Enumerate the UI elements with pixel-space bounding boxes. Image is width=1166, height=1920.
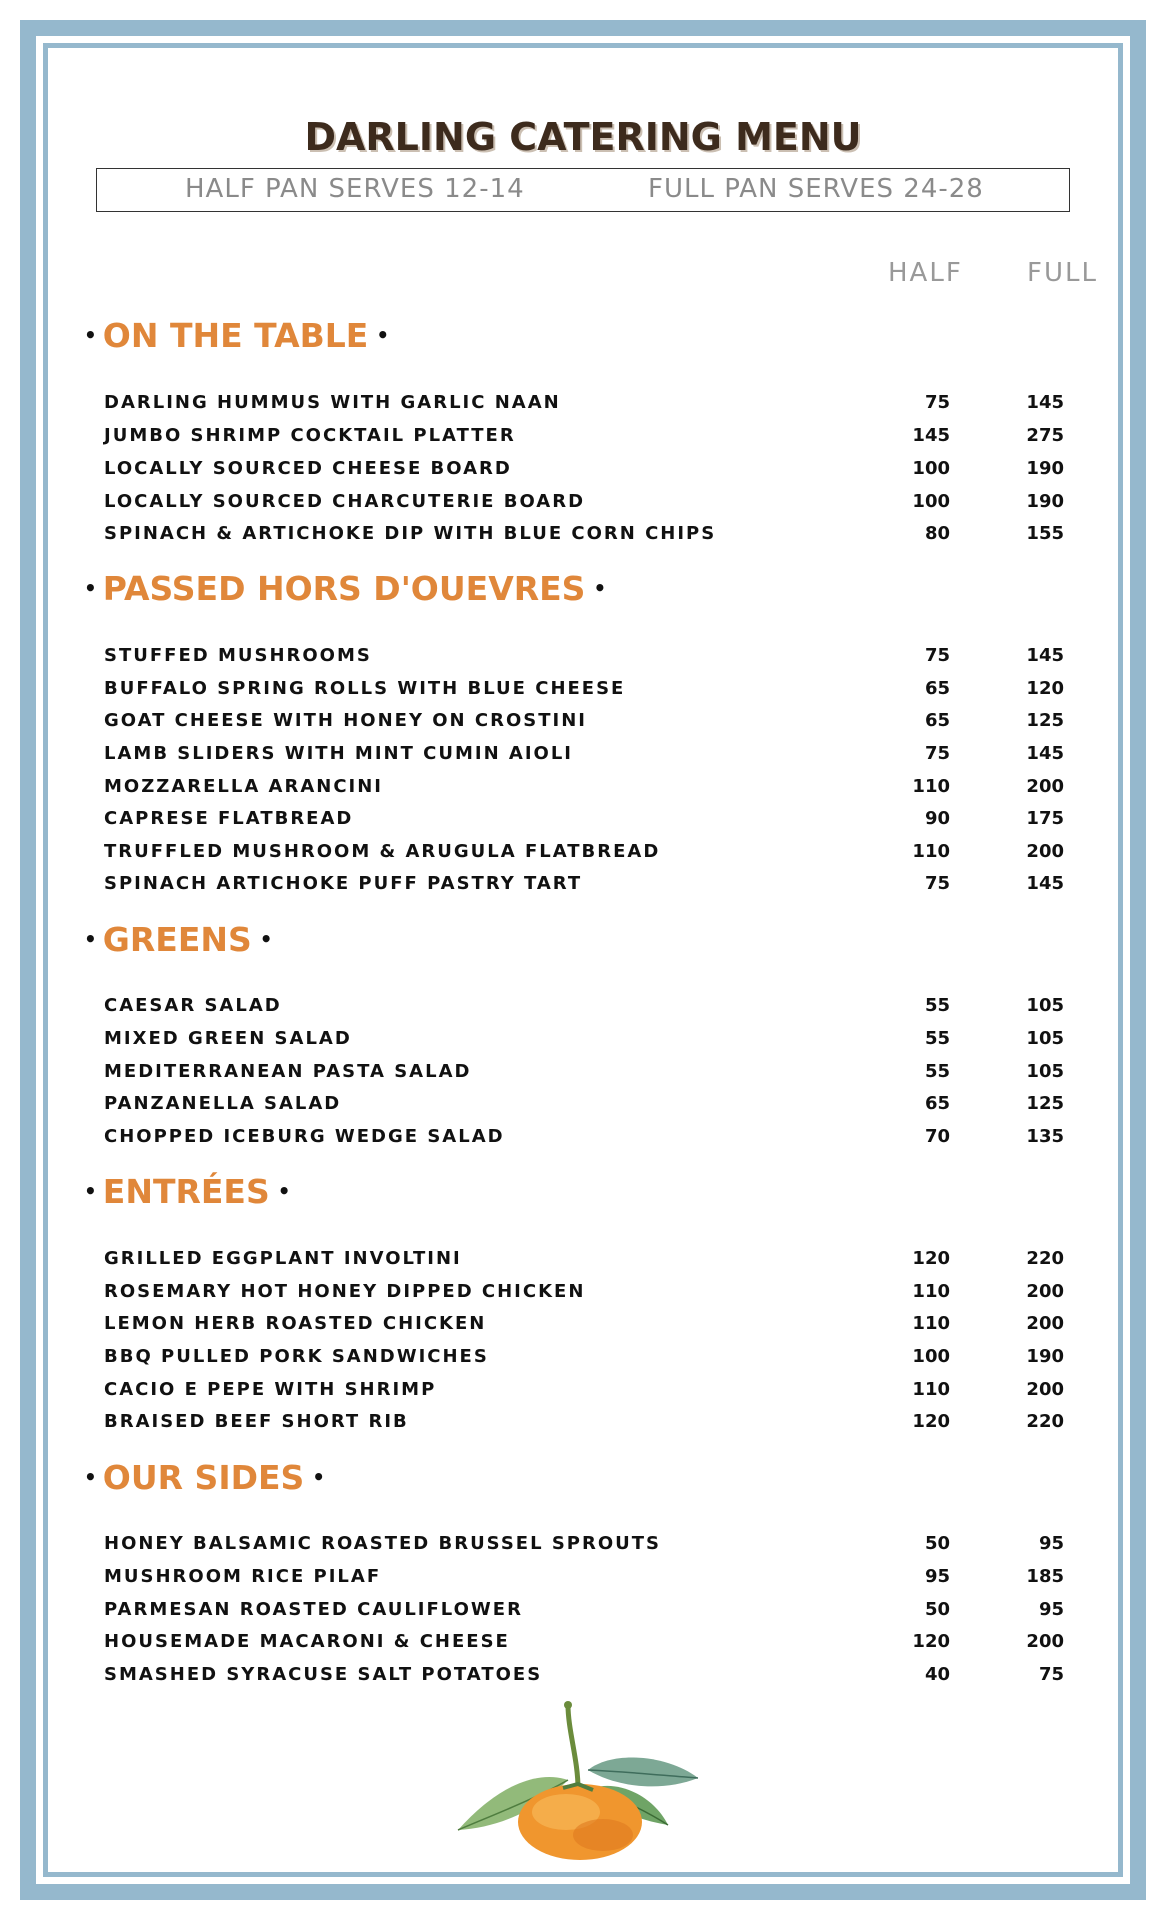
- menu-item: [104, 776, 1064, 802]
- menu-item: [104, 1126, 1064, 1152]
- section-title: ON THE TABLE: [102, 315, 369, 355]
- price-full: 125: [1026, 1093, 1064, 1114]
- price-half: 65: [924, 1093, 950, 1114]
- item-name: CAPRESE FLATBREAD: [104, 808, 354, 829]
- menu-item: [104, 1248, 1064, 1274]
- item-name: PANZANELLA SALAD: [104, 1093, 342, 1114]
- price-half: 80: [924, 523, 950, 544]
- price-half: 75: [924, 392, 950, 413]
- bullet-icon: •: [259, 927, 273, 951]
- price-full: 135: [1026, 1126, 1064, 1147]
- item-name: BRAISED BEEF SHORT RIB: [104, 1411, 409, 1432]
- bullet-icon: •: [593, 576, 607, 600]
- half-pan-serves: HALF PAN SERVES 12-14: [185, 174, 525, 204]
- price-half: 65: [924, 678, 950, 699]
- price-half: 100: [912, 1346, 950, 1367]
- price-full: 220: [1026, 1411, 1064, 1432]
- item-name: MOZZARELLA ARANCINI: [104, 776, 383, 797]
- section-title: GREENS: [102, 919, 252, 959]
- price-full: 145: [1026, 873, 1064, 894]
- menu-item: [104, 1028, 1064, 1054]
- menu-item: [104, 645, 1064, 671]
- menu-item: [104, 491, 1064, 517]
- item-name: SMASHED SYRACUSE SALT POTATOES: [104, 1664, 543, 1685]
- item-name: MUSHROOM RICE PILAF: [104, 1566, 382, 1587]
- price-full: 220: [1026, 1248, 1064, 1269]
- price-half: 55: [924, 1061, 950, 1082]
- item-name: LOCALLY SOURCED CHARCUTERIE BOARD: [104, 491, 586, 512]
- serving-sizes-box: [96, 168, 1070, 212]
- full-pan-serves: FULL PAN SERVES 24-28: [648, 174, 984, 204]
- bullet-icon: •: [84, 323, 97, 347]
- item-name: HONEY BALSAMIC ROASTED BRUSSEL SPROUTS: [104, 1533, 662, 1554]
- item-name: DARLING HUMMUS WITH GARLIC NAAN: [104, 392, 561, 413]
- bullet-icon: •: [312, 1465, 326, 1489]
- menu-item: [104, 678, 1064, 704]
- menu-item: [104, 1599, 1064, 1625]
- price-full: 200: [1026, 1281, 1064, 1302]
- section-title: OUR SIDES: [102, 1457, 305, 1497]
- price-full: 145: [1026, 392, 1064, 413]
- price-full: 145: [1026, 645, 1064, 666]
- price-half: 40: [924, 1664, 950, 1685]
- menu-item: [104, 1379, 1064, 1405]
- price-half: 75: [924, 645, 950, 666]
- price-half: 110: [912, 1313, 950, 1334]
- item-name: LAMB SLIDERS WITH MINT CUMIN AIOLI: [104, 743, 574, 764]
- price-full: 190: [1026, 491, 1064, 512]
- price-half: 70: [924, 1126, 950, 1147]
- menu-item: [104, 1346, 1064, 1372]
- menu-item: [104, 743, 1064, 769]
- price-full: 185: [1026, 1566, 1064, 1587]
- item-name: BBQ PULLED PORK SANDWICHES: [104, 1346, 489, 1367]
- item-name: GRILLED EGGPLANT INVOLTINI: [104, 1248, 462, 1269]
- item-name: LEMON HERB ROASTED CHICKEN: [104, 1313, 487, 1334]
- price-full: 200: [1026, 776, 1064, 797]
- price-half: 55: [924, 995, 950, 1016]
- item-name: LOCALLY SOURCED CHEESE BOARD: [104, 458, 512, 479]
- item-name: CAESAR SALAD: [104, 995, 282, 1016]
- price-full: 275: [1026, 425, 1064, 446]
- price-half: 100: [912, 491, 950, 512]
- menu-item: [104, 1411, 1064, 1437]
- item-name: STUFFED MUSHROOMS: [104, 645, 372, 666]
- price-full: 200: [1026, 1631, 1064, 1652]
- price-full: 200: [1026, 841, 1064, 862]
- menu-title: DARLING CATERING MENU: [304, 115, 862, 159]
- item-name: SPINACH & ARTICHOKE DIP WITH BLUE CORN CHIPS: [104, 523, 717, 544]
- bullet-icon: •: [84, 1465, 97, 1489]
- item-name: GOAT CHEESE WITH HONEY ON CROSTINI: [104, 710, 587, 731]
- menu-item: [104, 995, 1064, 1021]
- menu-item: [104, 1093, 1064, 1119]
- price-half: 120: [912, 1631, 950, 1652]
- price-full: 175: [1026, 808, 1064, 829]
- menu-item: [104, 710, 1064, 736]
- section-heading: [84, 917, 273, 961]
- item-name: CACIO E PEPE WITH SHRIMP: [104, 1379, 437, 1400]
- menu-item: [104, 873, 1064, 899]
- section-title: ENTRÉES: [102, 1171, 270, 1211]
- price-full: 190: [1026, 1346, 1064, 1367]
- item-name: HOUSEMADE MACARONI & CHEESE: [104, 1631, 510, 1652]
- item-name: ROSEMARY HOT HONEY DIPPED CHICKEN: [104, 1281, 586, 1302]
- item-name: CHOPPED ICEBURG WEDGE SALAD: [104, 1126, 505, 1147]
- bullet-icon: •: [84, 576, 97, 600]
- bullet-icon: •: [376, 323, 390, 347]
- price-half: 110: [912, 776, 950, 797]
- price-half: 110: [912, 1379, 950, 1400]
- price-half: 50: [924, 1599, 950, 1620]
- price-full: 190: [1026, 458, 1064, 479]
- price-full: 95: [1038, 1599, 1064, 1620]
- menu-item: [104, 841, 1064, 867]
- item-name: MEDITERRANEAN PASTA SALAD: [104, 1061, 472, 1082]
- item-name: SPINACH ARTICHOKE PUFF PASTRY TART: [104, 873, 583, 894]
- price-full: 105: [1026, 995, 1064, 1016]
- price-half: 55: [924, 1028, 950, 1049]
- section-title: PASSED HORS D'OUEVRES: [102, 568, 586, 608]
- menu-item: [104, 1631, 1064, 1657]
- item-name: PARMESAN ROASTED CAULIFLOWER: [104, 1599, 523, 1620]
- price-half: 110: [912, 841, 950, 862]
- section-heading: [84, 1169, 291, 1213]
- price-full: 145: [1026, 743, 1064, 764]
- bullet-icon: •: [277, 1179, 291, 1203]
- price-full: 105: [1026, 1028, 1064, 1049]
- price-half: 50: [924, 1533, 950, 1554]
- menu-item: [104, 1533, 1064, 1559]
- item-name: JUMBO SHRIMP COCKTAIL PLATTER: [104, 425, 516, 446]
- price-full: 105: [1026, 1061, 1064, 1082]
- menu-item: [104, 458, 1064, 484]
- column-header-full: FULL: [1027, 258, 1098, 288]
- menu-item: [104, 1281, 1064, 1307]
- menu-item: [104, 392, 1064, 418]
- price-full: 75: [1038, 1664, 1064, 1685]
- tangerine-with-leaves-icon: [438, 1700, 728, 1860]
- item-name: BUFFALO SPRING ROLLS WITH BLUE CHEESE: [104, 678, 626, 699]
- menu-item: [104, 1313, 1064, 1339]
- price-half: 75: [924, 743, 950, 764]
- price-full: 95: [1038, 1533, 1064, 1554]
- menu-item: [104, 1664, 1064, 1690]
- price-half: 90: [924, 808, 950, 829]
- section-heading: [84, 313, 389, 357]
- price-half: 120: [912, 1248, 950, 1269]
- price-half: 145: [912, 425, 950, 446]
- price-full: 125: [1026, 710, 1064, 731]
- price-half: 100: [912, 458, 950, 479]
- section-heading: [84, 1455, 325, 1499]
- column-header-half: HALF: [888, 258, 963, 288]
- price-half: 110: [912, 1281, 950, 1302]
- item-name: TRUFFLED MUSHROOM & ARUGULA FLATBREAD: [104, 841, 661, 862]
- price-half: 65: [924, 710, 950, 731]
- section-heading: [84, 566, 606, 610]
- menu-item: [104, 425, 1064, 451]
- bullet-icon: •: [84, 1179, 97, 1203]
- menu-item: [104, 1566, 1064, 1592]
- price-half: 120: [912, 1411, 950, 1432]
- price-full: 155: [1026, 523, 1064, 544]
- bullet-icon: •: [84, 927, 97, 951]
- item-name: MIXED GREEN SALAD: [104, 1028, 352, 1049]
- price-half: 75: [924, 873, 950, 894]
- price-full: 120: [1026, 678, 1064, 699]
- price-half: 95: [924, 1566, 950, 1587]
- menu-item: [104, 808, 1064, 834]
- menu-item: [104, 523, 1064, 549]
- price-full: 200: [1026, 1313, 1064, 1334]
- price-full: 200: [1026, 1379, 1064, 1400]
- menu-item: [104, 1061, 1064, 1087]
